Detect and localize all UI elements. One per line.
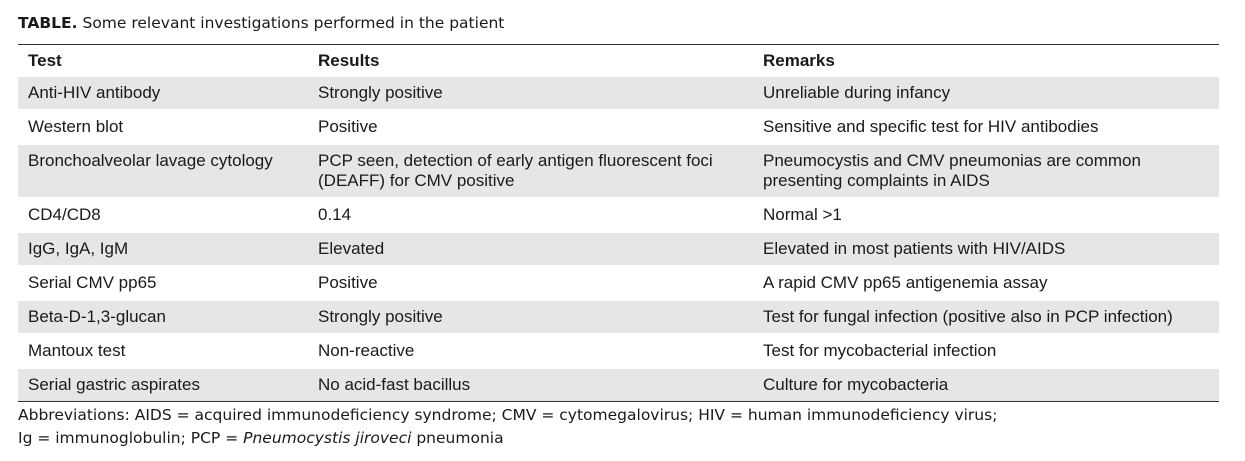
- cell-test: CD4/CD8: [18, 198, 308, 232]
- table-row: [18, 266, 1219, 300]
- table-row: [18, 300, 1219, 334]
- footnote-line-2-suffix: pneumonia: [411, 429, 504, 447]
- cell-remark: Test for mycobacterial infection: [753, 334, 1219, 368]
- investigations-table: [18, 44, 1219, 402]
- cell-remark: Test for fungal infection (positive also in PCP infection): [753, 300, 1219, 334]
- footnote-line-2: [18, 427, 997, 450]
- cell-remark: Culture for mycobacteria: [753, 368, 1219, 402]
- cell-test: Beta-D-1,3-glucan: [18, 300, 308, 334]
- cell-result: 0.14: [308, 198, 753, 232]
- cell-remark: Normal >1: [753, 198, 1219, 232]
- cell-test: IgG, IgA, IgM: [18, 232, 308, 266]
- caption-text: Some relevant investigations performed in the patient: [82, 14, 505, 32]
- cell-remark: Pneumocystis and CMV pneumonias are common presenting complaints in AIDS: [753, 144, 1219, 198]
- cell-result: Strongly positive: [308, 77, 753, 110]
- column-header-test: Test: [18, 45, 308, 78]
- cell-remark: Unreliable during infancy: [753, 77, 1219, 110]
- cell-test: Anti-HIV antibody: [18, 77, 308, 110]
- table-row: [18, 232, 1219, 266]
- table-row: [18, 144, 1219, 198]
- column-header-results: Results: [308, 45, 753, 78]
- cell-remark: Elevated in most patients with HIV/AIDS: [753, 232, 1219, 266]
- cell-remark: Sensitive and specific test for HIV antibodies: [753, 110, 1219, 144]
- header-row: [18, 45, 1219, 78]
- abbreviations-footnote: [18, 404, 997, 450]
- table-row: [18, 198, 1219, 232]
- table-caption: [18, 14, 504, 32]
- table-row: [18, 110, 1219, 144]
- cell-test: Western blot: [18, 110, 308, 144]
- cell-result: Strongly positive: [308, 300, 753, 334]
- cell-test: Serial CMV pp65: [18, 266, 308, 300]
- cell-result: Non-reactive: [308, 334, 753, 368]
- footnote-line-1: Abbreviations: AIDS = acquired immunodeficiency syndrome; CMV = cytomegalovirus; HIV = human immunodeficiency virus;: [18, 406, 998, 424]
- cell-test: Bronchoalveolar lavage cytology: [18, 144, 308, 198]
- cell-test: Serial gastric aspirates: [18, 368, 308, 402]
- caption-tag: TABLE.: [18, 14, 78, 32]
- cell-test: Mantoux test: [18, 334, 308, 368]
- table-row: [18, 368, 1219, 402]
- cell-result: Elevated: [308, 232, 753, 266]
- cell-remark: A rapid CMV pp65 antigenemia assay: [753, 266, 1219, 300]
- cell-result: Positive: [308, 266, 753, 300]
- footnote-line-2-prefix: Ig = immunoglobulin; PCP =: [18, 429, 244, 447]
- cell-result: No acid-fast bacillus: [308, 368, 753, 402]
- cell-result: PCP seen, detection of early antigen fluorescent foci (DEAFF) for CMV positive: [308, 144, 753, 198]
- table-row: [18, 334, 1219, 368]
- footnote-italic-term: Pneumocystis jiroveci: [243, 429, 412, 447]
- table-row: [18, 77, 1219, 110]
- cell-result: Positive: [308, 110, 753, 144]
- column-header-remarks: Remarks: [753, 45, 1219, 78]
